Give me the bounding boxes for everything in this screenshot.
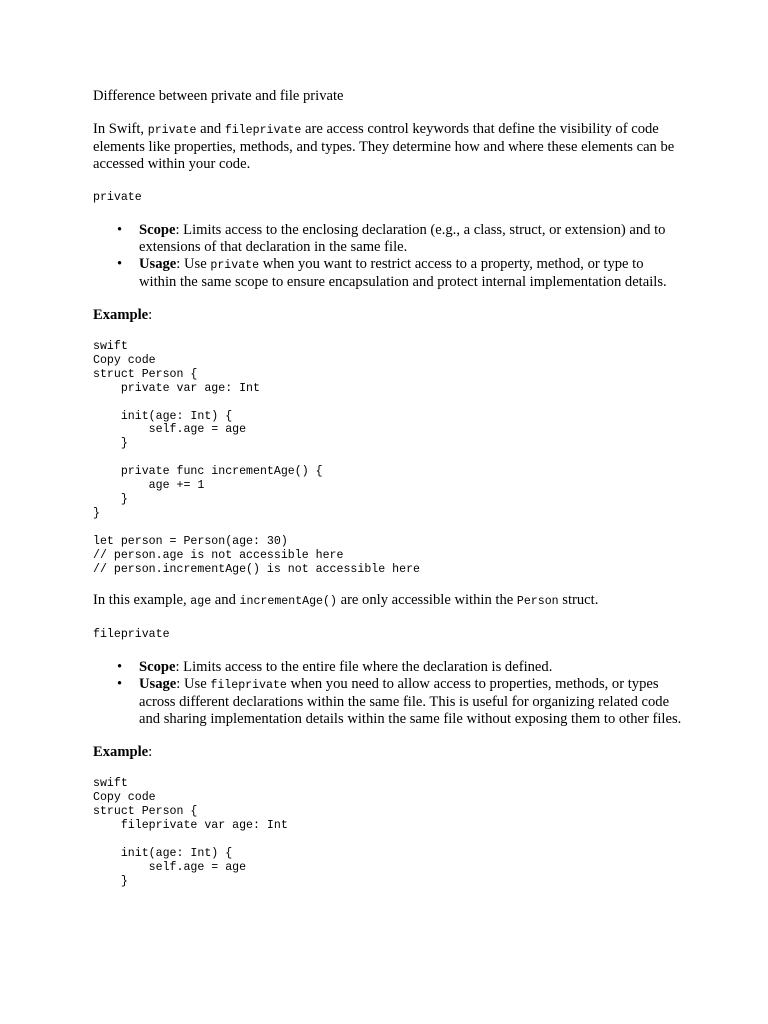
intro-text-3: are access control keywords that define the visibility of code elements like properties, methods, and types. They determine how and where these elements can be accessed within your code. — [93, 121, 675, 172]
private-usage-label: Usage — [139, 256, 177, 272]
bullet-icon: • — [117, 256, 123, 272]
fileprivate-example-label-text: Example — [93, 744, 149, 761]
fileprivate-heading: fileprivate — [93, 628, 170, 642]
private-summary-paragraph — [93, 592, 683, 610]
summary-code-person: Person — [516, 595, 559, 609]
summary-text-2: and — [211, 592, 240, 609]
private-usage-text-2: when you want to restrict access to a property, method, or type to within the same scope to ensure encapsulation and protect internal implementation details. — [139, 256, 667, 290]
summary-text-3: are only accessible within the — [336, 592, 517, 609]
private-scope-item — [117, 222, 683, 256]
intro-text-2: and — [196, 121, 225, 137]
summary-text-4: struct. — [558, 592, 599, 609]
fileprivate-usage-item — [117, 676, 683, 728]
summary-code-increment: incrementAge() — [239, 595, 337, 609]
private-scope-label: Scope — [139, 222, 176, 238]
bullet-icon: • — [117, 659, 123, 676]
fileprivate-scope-text: : Limits access to the entire file where the declaration is defined. — [175, 659, 553, 676]
fileprivate-usage-label: Usage — [139, 676, 177, 693]
private-code-block: swift Copy code struct Person { private var age: Int init(age: Int) { self.age = age } private func incrementAge() { age += 1 } } let person = Person(age: 30) // person.age is not accessible here // person.incrementAge() is not accessible here — [93, 340, 420, 576]
bullet-icon: • — [117, 222, 123, 238]
fileprivate-example-label — [93, 744, 683, 761]
private-usage-code: private — [210, 259, 260, 272]
intro-text-1: In Swift, — [93, 121, 148, 137]
private-example-colon: : — [148, 307, 153, 323]
private-usage-item — [117, 256, 683, 291]
fileprivate-code-block: swift Copy code struct Person { fileprivate var age: Int init(age: Int) { self.age = age } — [93, 777, 288, 888]
private-scope-text: : Limits access to the enclosing declaration (e.g., a class, struct, or extension) and to extensions of that declaration in the same file. — [139, 222, 666, 255]
fileprivate-usage-code: fileprivate — [210, 679, 287, 693]
summary-text-1: In this example, — [93, 592, 191, 609]
intro-code-private: private — [147, 124, 197, 137]
fileprivate-example-colon: : — [148, 744, 153, 761]
fileprivate-scope-item — [117, 659, 683, 676]
intro-paragraph — [93, 121, 683, 173]
intro-code-fileprivate: fileprivate — [224, 124, 302, 137]
private-usage-text-1: : Use — [176, 256, 211, 272]
private-example-label-text: Example — [93, 307, 149, 323]
fileprivate-bullet-list — [93, 659, 683, 728]
fileprivate-usage-text-1: : Use — [176, 676, 211, 693]
fileprivate-usage-text-2: when you need to allow access to properties, methods, or types across different declarations within the same file. This is useful for organizing related code and sharing implementation details within the same file without exposing them to other files. — [139, 676, 682, 728]
private-heading: private — [93, 191, 142, 204]
private-example-label — [93, 307, 683, 324]
document-title: Difference between private and file private — [93, 88, 344, 104]
private-bullet-list — [93, 222, 683, 291]
bullet-icon: • — [117, 676, 123, 693]
document-page — [93, 88, 683, 905]
summary-code-age: age — [190, 595, 212, 609]
fileprivate-scope-label: Scope — [139, 659, 176, 676]
